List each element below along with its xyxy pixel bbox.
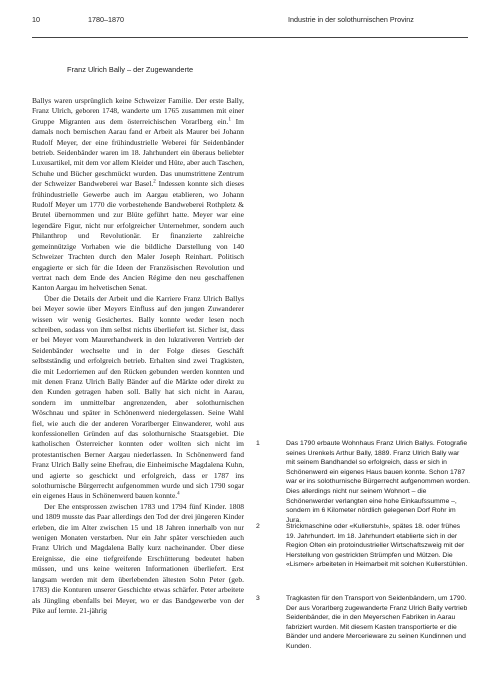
caption-number: 2 [256,523,260,530]
caption-item [256,594,470,652]
caption-item [256,439,470,525]
caption-item [256,522,470,570]
caption-text: Tragkasten für den Transport von Seidenbändern, um 1790. Der aus Vorarlberg zugewanderte Franz Ulrich Bally vertrieb Seidenbänder, die in den Meyerschen Fabriken in Aarau fabriziert wurden. Mit diesem Kasten transportierte er die Bänder und andere Mercerieware zu seinen Kundinnen und Kunden. [286,595,468,650]
page-number: 10 [32,15,40,24]
running-header [32,15,468,27]
caption-text: Das 1790 erbaute Wohnhaus Franz Ulrich Ballys. Fotografie seines Urenkels Arthur Bally, 1889. Franz Ulrich Bally war mit seinem Bandhandel so erfolgreich, dass er sich in Schönenwerd ein eigenes Haus bauen konnte. Schon 1787 war er ins solothurnische Bürgerrecht aufgenommen worden. Dies allerdings nicht nur seinem Wohnort – die Schönenwerder verlangten eine hohe Einkaufssumme –, sondern im 6 Kilometer nördlich gelegenen Dorf Rohr im Jura. [286,440,470,524]
header-divider [32,37,468,38]
caption-number: 1 [256,440,260,447]
paragraph-2: Über die Details der Arbeit und die Karriere Franz Ulrich Ballys bei Meyer sowie über Meyers Einfluss auf den jungen Zuwanderer wissen wir wenig Gesichertes. Bally konnte weder lesen noch schreiben, sodass von ihm selbst nichts überliefert ist. Sicher ist, dass er bei Meyer vom Maurerhandwerk in den lukrativeren Vertrieb der Seidenbänder wechselte und in der Folge dieses Geschäft selbstständig und erfolgreich betrieb. Erhalten sind zwei Tragkisten, die mit Ledorriemen auf den Rücken gebunden werden konnten und mit denen Franz Ulrich Bally Bänder auf die Märkte oder direkt zu den Kunden getragen haben soll. Bally hat sich nicht in Aarau, sondern im unmittelbar angrenzenden, aber solothurnischen Wöschnau und später in Schönenwerd niedergelassen. Seine Wahl fiel, wie auch die der anderen Vorarlberger Einwanderer, wohl aus konfessionellen Gründen auf das solothurnische Staatsgebiet. Die katholischen Österreicher konnten oder wollten sich nicht im protestantischen Berner Aargau niederlassen. In Schönenwerd fand Franz Ulrich Bally seine Ehefrau, die Einheimische Magdalena Kuhn, und agierte so geschickt und erfolgreich, dass er 1787 ins solothurnische Bürgerrecht aufgenommen wurde und sich 1790 sogar ein eigenes Haus in Schönenwerd bauen konnte.$^4$ [32,293,244,501]
footnote-ref: 2 [153,179,156,185]
footnote-ref: 1 [228,117,231,123]
paragraph-1: Ballys waren ursprünglich keine Schweizer Familie. Der erste Bally, Franz Ulrich, geboren 1748, wanderte um 1765 zusammen mit einer Gruppe Migranten aus dem österreichischen Vorarlberg ein.$^1$ Im damals noch bernischen Aarau fand er Arbeit als Maurer bei Johann Rudolf Meyer, der eine frühindustrielle Weberei für Seidenbänder betrieb. Seidenbänder waren im 18. Jahrhundert ein überaus beliebter Luxusartikel, mit dem vor allem Kleider und Hüte, aber auch Taschen, Schuhe und Bücher geschmückt wurden. Das unumstrittene Zentrum der Schweizer Bandweberei war Basel.$^2$ Indessen konnte sich dieses frühindustrielle Gewerbe auch im Aargau etablieren, wo Johann Rudolf Meyer um 1770 die vorbestehende Bandweberei Rothpletz & Brutel übernommen und zur Blüte geführt hatte. Meyer war eine legendäre Figur, nicht nur erfolgreicher Unternehmer, sondern auch Philanthrop und Revolutionär. Er finanzierte zahlreiche gemeinnützige Vorhaben wie die bildliche Darstellung von 140 Schweizer Trachten durch den Maler Joseph Reinhart. Politisch engagierte er sich für die Ideen der Französischen Revolution und vertrat nach dem Ende des Ancien Régime den neu geschaffenen Kanton Aargau im helvetischen Senat. [32,96,244,293]
header-period: 1780–1870 [88,15,124,24]
footnote-ref: 4 [177,491,180,497]
caption-number: 3 [256,595,260,602]
caption-text: Strickmaschine oder «Kullerstuhl», spätes 18. oder frühes 19. Jahrhundert. Im 18. Jahrhundert etablierte sich in der Region Olten ein protoindustrieller Wirtschaftszweig mit der Herstellung von gestrickten Strümpfen und Mützen. Die «Lismer» arbeiteten in Heimarbeit mit solchen Kullerstühlen. [286,523,468,569]
section-title: Franz Ulrich Bally – der Zugewanderte [67,65,194,74]
main-text-column [32,96,244,616]
paragraph-3: Der Ehe entsprossen zwischen 1783 und 1794 fünf Kinder. 1808 und 1809 musste das Paar allerdings den Tod der drei jüngeren Kinder erleben, die im Alter zwischen 15 und 18 Jahren innerhalb von nur wenigen Monaten verstarben. Nur ein Jahr später verschieden auch Franz Ulrich und Magdalena Bally kurz nacheinander. Über diese Ereignisse, die eine tiefgreifende Erschütterung bedeutet haben müssen, und uns keine weiteren Informationen überliefert. Erst langsam werden mit dem überlebenden ältesten Sohn Peter (geb. 1783) die Konturen unserer Geschichte etwas schärfer. Peter arbeitete als Jüngling ebenfalls bei Meyer, wo er das Bandgewerbe von der Pike auf lernte. 21-jährig [32,501,244,615]
header-chapter-title: Industrie in der solothurnischen Provinz [288,15,414,24]
